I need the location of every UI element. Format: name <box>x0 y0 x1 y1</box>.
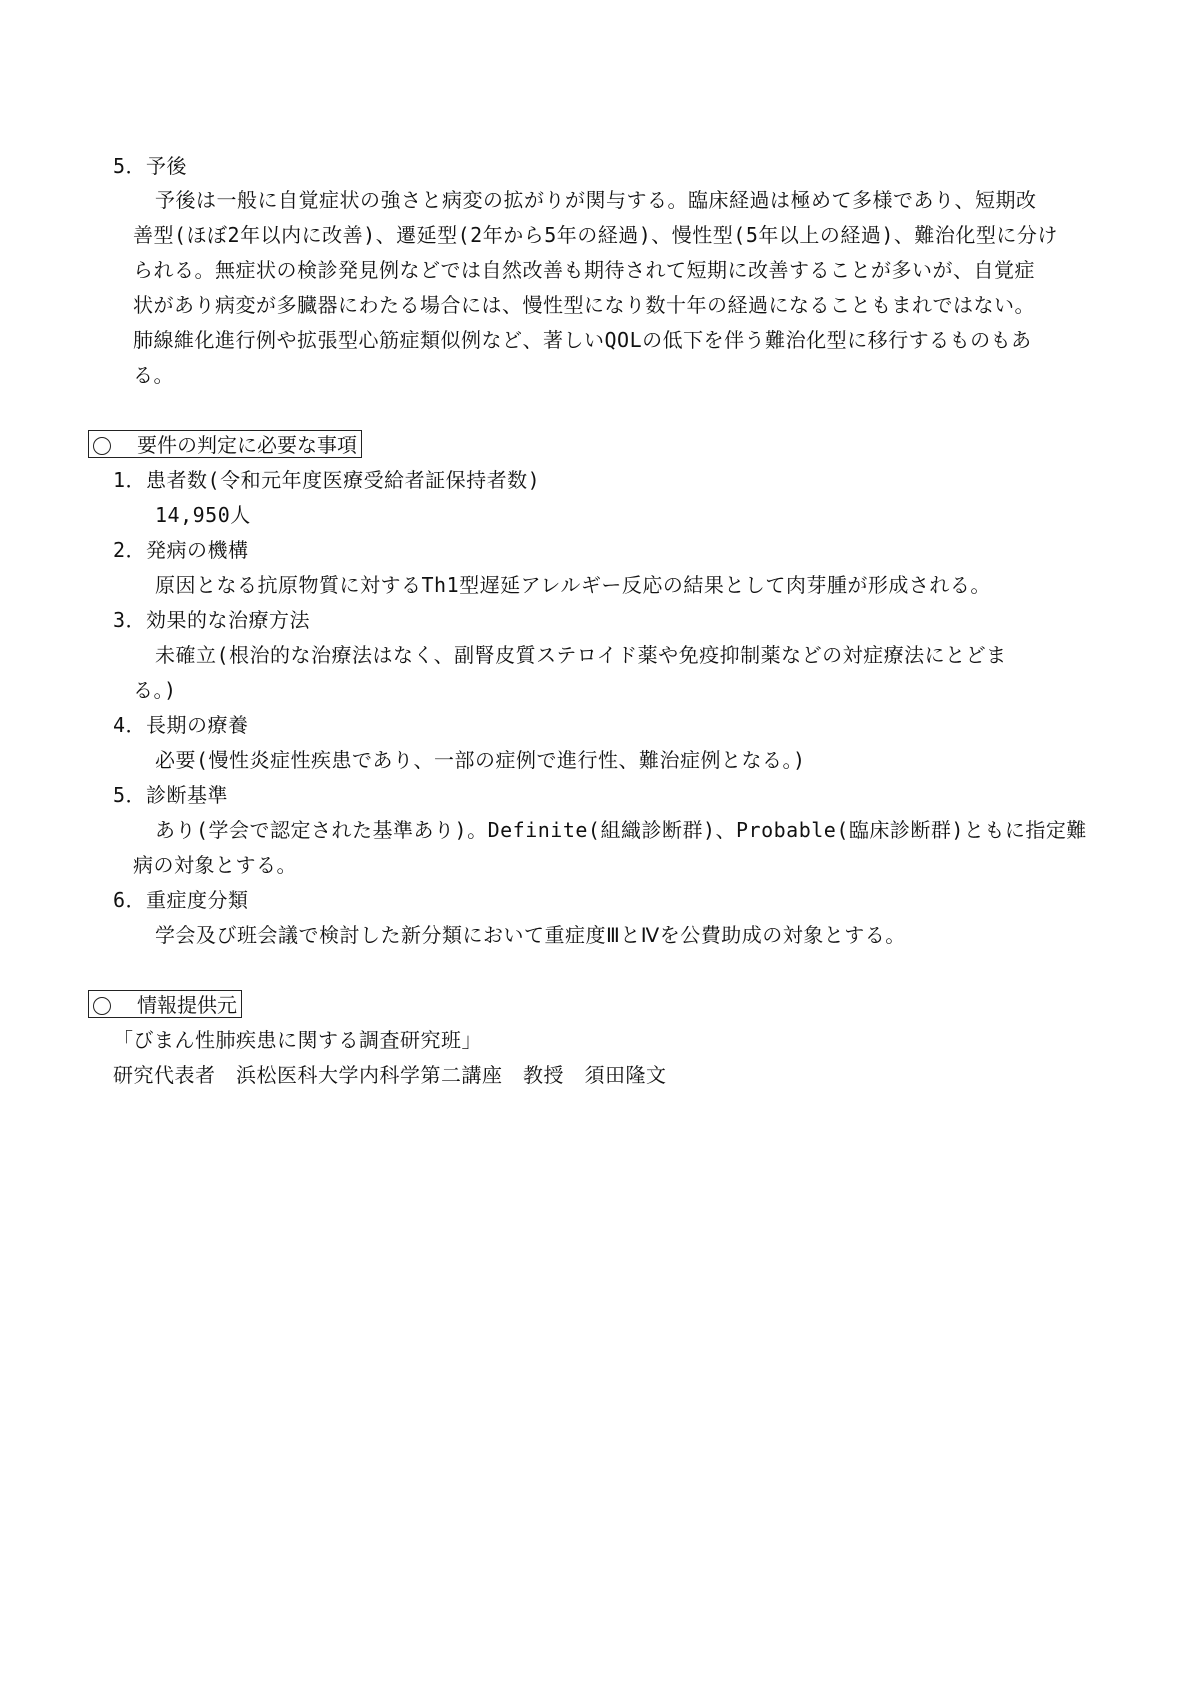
requirement-heading: 4．長期の療養 <box>113 713 249 737</box>
prognosis-line: 予後は一般に自覚症状の強さと病変の拡がりが関与する。臨床経過は極めて多様であり、短期改 <box>155 188 1037 212</box>
prognosis-heading: 5．予後 <box>113 154 188 178</box>
prognosis-line: 善型(ほぼ2年以内に改善)、遷延型(2年から5年の経過)、慢性型(5年以上の経過)、難治化型に分け <box>133 223 1058 247</box>
requirement-heading: 5．診断基準 <box>113 783 229 807</box>
source-section-title: 情報提供元 <box>88 990 242 1018</box>
circle-bullet-icon <box>93 437 111 455</box>
requirement-body: 学会及び班会議で検討した新分類において重症度ⅢとⅣを公費助成の対象とする。 <box>155 923 906 947</box>
prognosis-line: 状があり病変が多臓器にわたる場合には、慢性型になり数十年の経過になることもまれではない。 <box>133 293 1035 317</box>
research-representative: 研究代表者 浜松医科大学内科学第二講座 教授 須田隆文 <box>113 1063 667 1087</box>
requirement-heading: 6．重症度分類 <box>113 888 249 912</box>
requirement-heading: 2．発病の機構 <box>113 538 249 562</box>
prognosis-line: 肺線維化進行例や拡張型心筋症類似例など、著しいQOLの低下を伴う難治化型に移行するものもあ <box>133 328 1032 352</box>
requirement-body: 14,950人 <box>155 503 251 527</box>
requirement-body: あり(学会で認定された基準あり)。Definite(組織診断群)、Probable(臨床診断群)ともに指定難 <box>155 818 1087 842</box>
research-group-name: 「びまん性肺疾患に関する調査研究班」 <box>113 1028 482 1052</box>
requirement-body: 未確立(根治的な治療法はなく、副腎皮質ステロイド薬や免疫抑制薬などの対症療法にとどま <box>155 643 1007 667</box>
circle-bullet-icon <box>93 997 111 1015</box>
prognosis-line: られる。無症状の検診発見例などでは自然改善も期待されて短期に改善することが多いが、自覚症 <box>133 258 1035 282</box>
prognosis-line: る。 <box>133 363 174 387</box>
requirement-heading: 1．患者数(令和元年度医療受給者証保持者数) <box>113 468 541 492</box>
requirements-section-title: 要件の判定に必要な事項 <box>88 430 362 458</box>
requirement-body: 原因となる抗原物質に対するTh1型遅延アレルギー反応の結果として肉芽腫が形成される。 <box>155 573 991 597</box>
requirement-body: る。) <box>133 678 177 702</box>
requirement-body: 必要(慢性炎症性疾患であり、一部の症例で進行性、難治症例となる。) <box>155 748 806 772</box>
requirement-heading: 3．効果的な治療方法 <box>113 608 311 632</box>
requirement-body: 病の対象とする。 <box>133 853 297 877</box>
